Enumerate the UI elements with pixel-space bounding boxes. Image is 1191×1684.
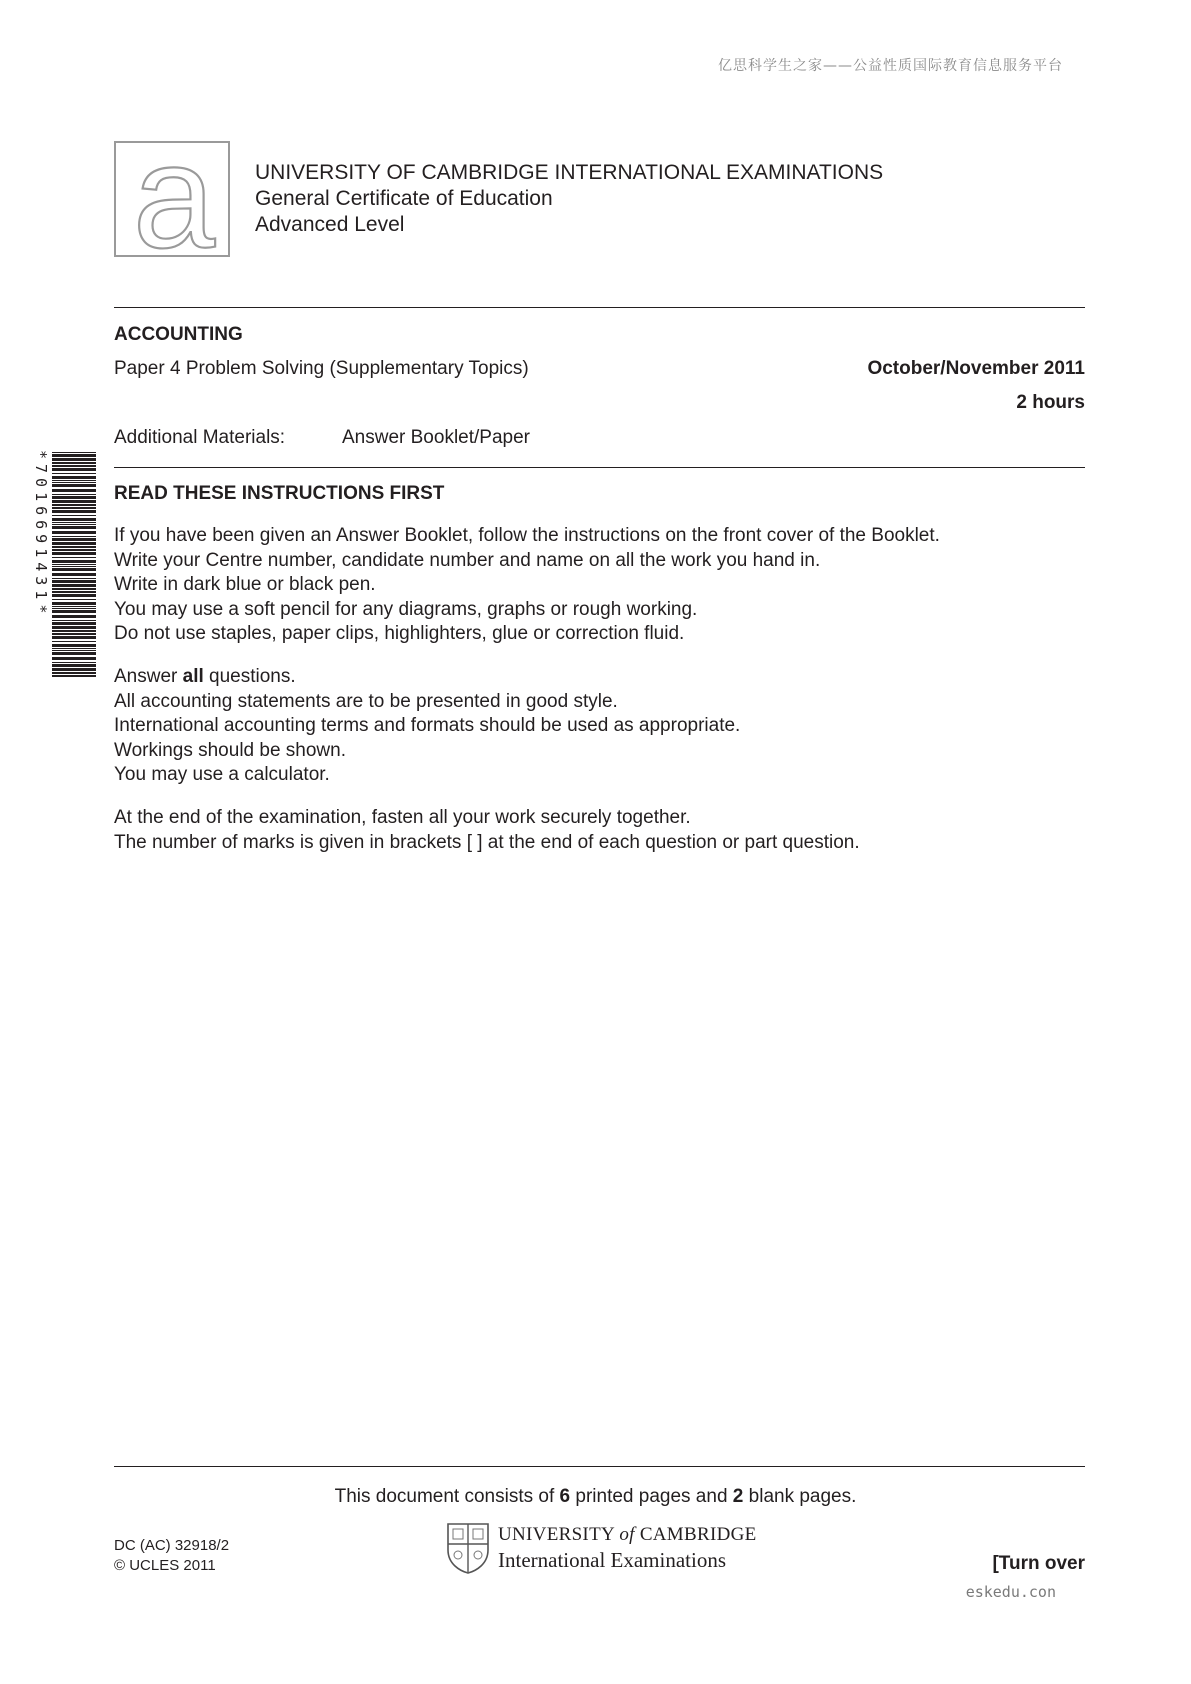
- instruction-line: If you have been given an Answer Booklet, follow the instructions on the front cover of the Booklet.: [114, 525, 940, 546]
- divider-middle: [114, 467, 1085, 468]
- uc-of: of: [619, 1524, 635, 1545]
- barcode-number: *7016691431*: [32, 450, 50, 619]
- barcode-bar: [52, 626, 96, 629]
- instruction-line: International accounting terms and formats should be used as appropriate.: [114, 715, 741, 736]
- barcode-bar: [52, 566, 96, 567]
- barcode-bar: [52, 588, 96, 590]
- barcode-bar: [52, 557, 96, 558]
- barcode-bar: [52, 580, 96, 583]
- divider-top: [114, 307, 1085, 308]
- instruction-line: At the end of the examination, fasten all your work securely together.: [114, 807, 691, 828]
- certificate-name: General Certificate of Education: [255, 187, 553, 210]
- barcode-bar: [52, 630, 96, 632]
- barcode-bar: [52, 657, 96, 660]
- barcode-bar: [52, 524, 96, 525]
- answer-prefix: Answer: [114, 666, 183, 687]
- institution-name: UNIVERSITY OF CAMBRIDGE INTERNATIONAL EXAMINATIONS: [255, 161, 884, 184]
- barcode-bar: [52, 531, 96, 534]
- barcode-bar: [52, 480, 96, 481]
- barcode-bar: [52, 599, 96, 600]
- level-name: Advanced Level: [255, 213, 405, 236]
- materials-value: Answer Booklet/Paper: [342, 427, 530, 448]
- barcode-bar: [52, 675, 96, 677]
- instructions-block-answering: [114, 665, 740, 788]
- barcode-bar: [52, 608, 96, 609]
- barcode-bar: [52, 526, 96, 529]
- barcode-bar: [52, 473, 96, 474]
- logo-letter: a: [132, 143, 216, 257]
- barcode-bar: [52, 552, 96, 555]
- instruction-line: The number of marks is given in brackets [ ] at the end of each question or part question.: [114, 831, 860, 853]
- exam-session: October/November 2011: [867, 358, 1085, 379]
- document-code: DC (AC) 32918/2: [114, 1537, 230, 1554]
- barcode-bar: [52, 496, 96, 499]
- barcode-bar: [52, 510, 96, 513]
- uc-cambridge: CAMBRIDGE: [639, 1524, 757, 1545]
- barcode-bar: [52, 494, 96, 495]
- barcode-bar: [52, 507, 96, 509]
- uc-logo-line2: International Examinations: [498, 1548, 727, 1572]
- barcode-bar: [52, 482, 96, 483]
- answer-all-line: [114, 665, 740, 690]
- page-count-statement: [0, 1486, 1191, 1508]
- barcode-bar: [52, 648, 96, 649]
- barcode-bar: [52, 465, 96, 467]
- uc-university: UNIVERSITY: [498, 1524, 615, 1545]
- barcode-bar: [52, 591, 96, 593]
- barcode-bar: [52, 536, 96, 537]
- pages-suffix: blank pages.: [743, 1486, 857, 1507]
- instruction-line: You may use a calculator.: [114, 764, 330, 785]
- answer-suffix: questions.: [203, 666, 296, 687]
- barcode-bar: [52, 668, 96, 671]
- instruction-line: You may use a soft pencil for any diagrams, graphs or rough working.: [114, 598, 698, 620]
- watermark-site-text: eskedu.con: [965, 1583, 1056, 1601]
- paper-title: Paper 4 Problem Solving (Supplementary Topics): [114, 358, 529, 379]
- barcode-bar: [52, 468, 96, 471]
- barcode-bar: [52, 641, 96, 642]
- printed-page-count: 6: [559, 1486, 571, 1507]
- instruction-line: All accounting statements are to be presented in good style.: [114, 690, 618, 712]
- cambridge-shield-icon: [446, 1522, 490, 1574]
- uc-logo-line1: [498, 1524, 757, 1546]
- answer-emphasis: all: [182, 666, 204, 687]
- barcode-bar: [52, 615, 96, 618]
- instruction-line: Write in dark blue or black pen.: [114, 574, 376, 595]
- document-code-block: [114, 1536, 229, 1576]
- barcode-bar: [52, 644, 96, 647]
- barcode-bar: [52, 602, 96, 605]
- pages-middle: printed pages and: [570, 1486, 733, 1507]
- barcode-bar: [52, 606, 96, 607]
- barcode-bar: [52, 462, 96, 464]
- barcode-bar: [52, 650, 96, 651]
- blank-page-count: 2: [732, 1486, 744, 1507]
- exam-duration: 2 hours: [1016, 392, 1085, 413]
- barcode-bar: [52, 672, 96, 674]
- barcode-bar: [52, 538, 96, 541]
- barcode-bar: [52, 522, 96, 523]
- pages-prefix: This document consists of: [334, 1486, 560, 1507]
- barcode-bar: [52, 564, 96, 565]
- instruction-line: Write your Centre number, candidate number and name on all the work you hand in.: [114, 549, 821, 571]
- barcode-bar: [52, 500, 96, 503]
- barcode-bar: [52, 484, 96, 487]
- instructions-title: READ THESE INSTRUCTIONS FIRST: [114, 483, 445, 504]
- barcode-bar: [52, 578, 96, 579]
- barcode-bar: [52, 504, 96, 506]
- barcode-bar: [52, 568, 96, 571]
- exam-board-header: [255, 160, 883, 238]
- barcode-bar: [52, 560, 96, 563]
- instruction-line: Do not use staples, paper clips, highlighters, glue or correction fluid.: [114, 623, 685, 644]
- cie-a-logo: [114, 141, 230, 257]
- barcode-bar: [52, 489, 96, 492]
- barcode-bar: [52, 594, 96, 597]
- watermark-top-text: 亿思科学生之家——公益性质国际教育信息服务平台: [718, 58, 1063, 74]
- barcode-bar: [52, 454, 96, 457]
- instruction-line: Workings should be shown.: [114, 739, 346, 761]
- barcode-bar: [52, 549, 96, 551]
- barcode-bar: [52, 518, 96, 521]
- materials-label: Additional Materials:: [114, 427, 286, 448]
- copyright-notice: © UCLES 2011: [114, 1557, 216, 1574]
- barcode-bar: [52, 610, 96, 613]
- turn-over-label: [Turn over: [992, 1553, 1085, 1574]
- barcode-bar: [52, 542, 96, 545]
- instructions-block-general: [114, 524, 940, 647]
- barcode-bar: [52, 620, 96, 621]
- barcode-bar: [52, 452, 96, 453]
- barcode-bar: [52, 584, 96, 587]
- barcode-bar: [52, 664, 96, 667]
- barcode-bar: [52, 546, 96, 548]
- barcode-bar: [52, 622, 96, 625]
- subject-title: ACCOUNTING: [114, 324, 243, 345]
- barcode-bar: [52, 633, 96, 635]
- barcode-bar: [52, 573, 96, 576]
- barcode-bar: [52, 636, 96, 639]
- barcode: [52, 450, 96, 680]
- divider-footer: [114, 1466, 1085, 1467]
- barcode-bar: [52, 458, 96, 461]
- instructions-block-end: [114, 806, 860, 855]
- barcode-bar: [52, 652, 96, 655]
- barcode-bar: [52, 662, 96, 663]
- barcode-bar: [52, 515, 96, 516]
- barcode-bar: [52, 476, 96, 479]
